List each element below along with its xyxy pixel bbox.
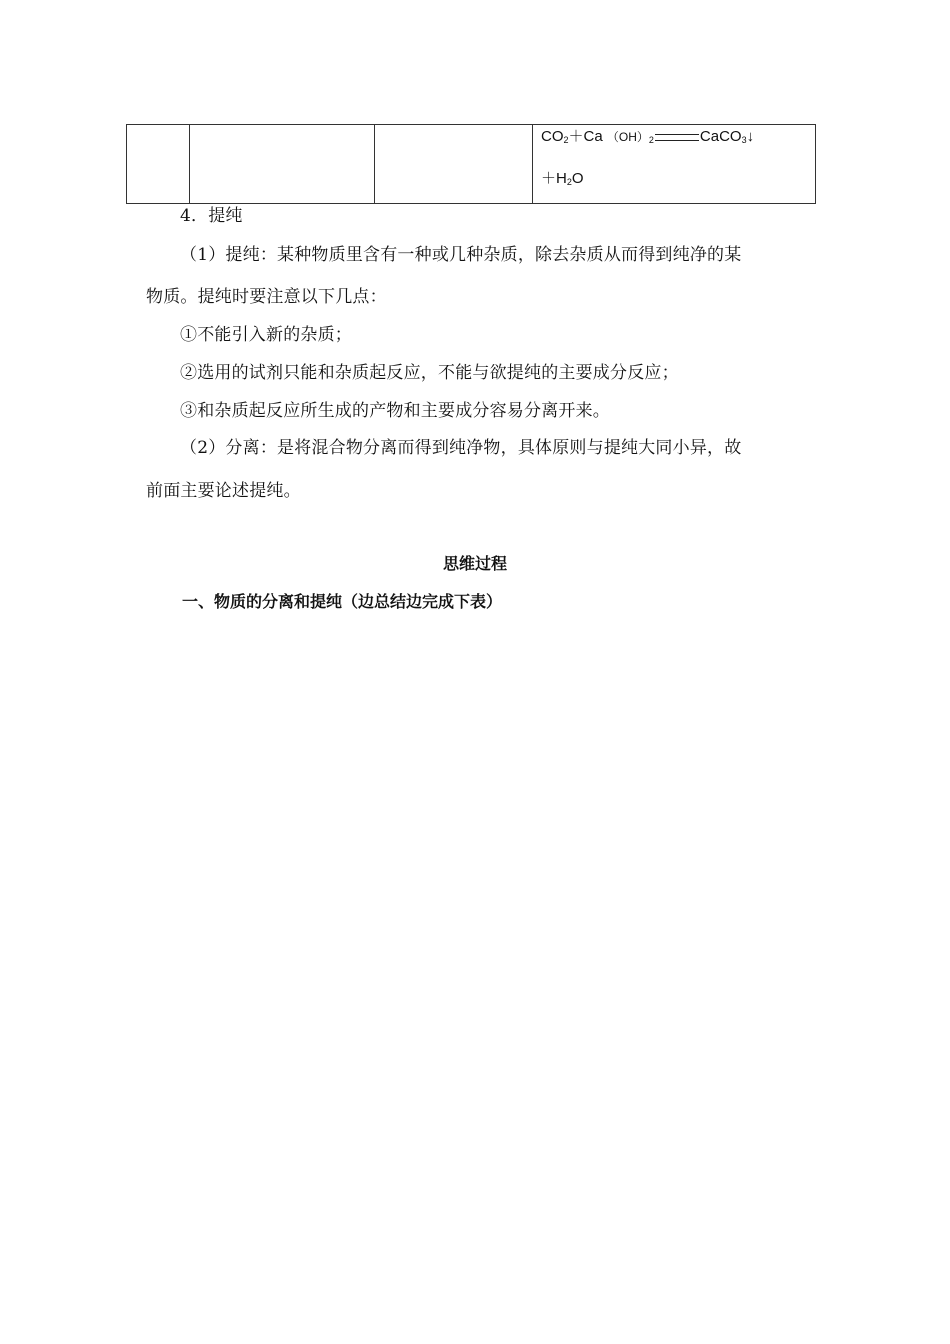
table-cell-1 [127, 125, 190, 204]
section-heading: 思维过程 [442, 554, 507, 573]
subsection-heading: 一、物质的分离和提纯（边总结边完成下表） [182, 592, 503, 611]
table-cell-2 [190, 125, 375, 204]
paragraph-1-line-2: 物质。提纯时要注意以下几点： [146, 287, 387, 307]
precipitate-arrow-icon: ↓ [746, 128, 755, 145]
eq-co2: CO [541, 128, 564, 145]
section-title: 4．提纯 [180, 206, 243, 226]
table-row [127, 125, 816, 204]
paragraph-1-line-1: （1）提纯：某种物质里含有一种或几种杂质，除去杂质从而得到纯净的某 [180, 245, 742, 265]
list-item-3: ③和杂质起反应所生成的产物和主要成分容易分离开来。 [180, 401, 610, 421]
table-cell-equation [533, 125, 816, 204]
continuation-table [126, 124, 816, 204]
table-cell-3 [375, 125, 533, 204]
paragraph-2-line-2: 前面主要论述提纯。 [146, 481, 301, 501]
list-item-2: ②选用的试剂只能和杂质起反应，不能与欲提纯的主要成分反应； [180, 363, 679, 383]
paragraph-2-line-1: （2）分离：是将混合物分离而得到纯净物，具体原则与提纯大同小异，故 [180, 438, 742, 458]
list-item-1: ①不能引入新的杂质； [180, 325, 352, 345]
chemical-equation: $CO_2+Ca$ $(OH)_2$ CaCO$_3$↓ $+H_2O$ [541, 128, 755, 187]
equals-sign [655, 134, 699, 141]
